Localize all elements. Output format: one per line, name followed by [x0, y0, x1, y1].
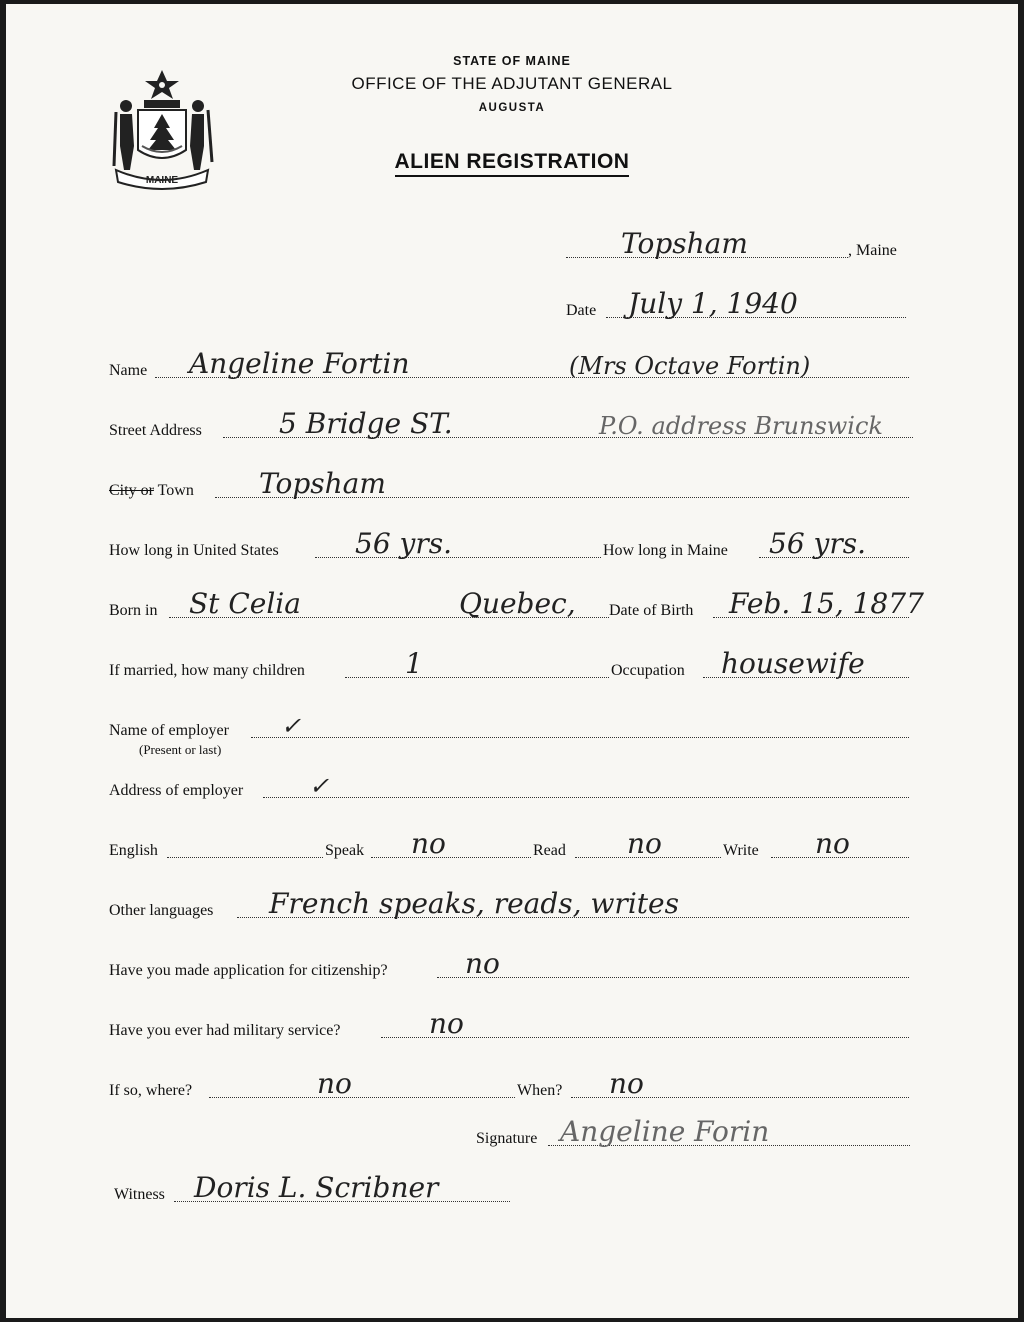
place-field — [566, 227, 926, 264]
children-line — [345, 677, 609, 678]
page-title-text: ALIEN REGISTRATION — [395, 150, 630, 177]
registration-form-page — [6, 4, 1018, 1318]
military-field — [109, 1007, 917, 1044]
us-duration-value: 56 yrs. — [355, 527, 453, 560]
occupation-value: housewife — [721, 647, 865, 680]
place-suffix-label: , Maine — [848, 242, 897, 259]
where-line — [209, 1097, 515, 1098]
other-languages-label: Other languages — [109, 902, 214, 919]
date-value: July 1, 1940 — [628, 287, 798, 320]
employer-address-value: ✓ — [309, 772, 330, 800]
maine-state-seal-icon — [106, 66, 218, 197]
street-address-label: Street Address — [109, 422, 202, 439]
birth-field — [109, 587, 924, 624]
town-field — [109, 467, 917, 504]
other-languages-value: French speaks, reads, writes — [269, 887, 679, 920]
town-value: Topsham — [259, 467, 386, 500]
citizenship-label: Have you made application for citizenship? — [109, 962, 388, 979]
write-value: no — [815, 827, 850, 860]
employer-name-sublabel: (Present or last) — [139, 742, 222, 757]
signature-value: Angeline Forin — [560, 1115, 770, 1148]
when-label: When? — [517, 1082, 563, 1099]
signature-label: Signature — [476, 1130, 538, 1147]
speak-label: Speak — [325, 842, 365, 859]
write-label: Write — [723, 842, 759, 859]
city-label-struck: City or — [109, 482, 154, 499]
witness-field — [114, 1171, 514, 1208]
military-value: no — [429, 1007, 464, 1040]
speak-line — [371, 857, 531, 858]
date-label: Date — [566, 302, 597, 319]
town-label: Town — [157, 482, 194, 499]
occupation-label: Occupation — [611, 662, 685, 679]
date-field — [566, 287, 916, 324]
born-in-value-region: Quebec, — [459, 587, 576, 620]
residence-duration-field — [109, 527, 917, 564]
where-when-field — [109, 1067, 917, 1104]
date-of-birth-value: Feb. 15, 1877 — [729, 587, 924, 620]
read-value: no — [627, 827, 662, 860]
born-in-value: St Celia — [189, 587, 301, 620]
street-address-note: P.O. address Brunswick — [599, 412, 883, 440]
english-field — [109, 827, 917, 864]
name-note: (Mrs Octave Fortin) — [569, 352, 811, 380]
employer-address-label: Address of employer — [109, 782, 244, 799]
english-line — [167, 857, 323, 858]
signature-field — [476, 1115, 918, 1152]
read-label: Read — [533, 842, 566, 859]
citizenship-field — [109, 947, 917, 984]
employer-address-field — [109, 770, 917, 804]
seal-text: MAINE — [145, 175, 179, 186]
military-label: Have you ever had military service? — [109, 1022, 341, 1039]
header-office: OFFICE OF THE ADJUTANT GENERAL — [351, 74, 673, 93]
maine-duration-label: How long in Maine — [603, 542, 728, 559]
employer-address-line — [263, 797, 909, 798]
name-label: Name — [109, 362, 148, 379]
born-in-label: Born in — [109, 602, 158, 619]
header-city: AUGUSTA — [478, 102, 546, 114]
witness-value: Doris L. Scribner — [194, 1171, 439, 1204]
when-value: no — [609, 1067, 644, 1100]
witness-label: Witness — [114, 1186, 165, 1203]
citizenship-value: no — [465, 947, 500, 980]
us-duration-label: How long in United States — [109, 542, 279, 559]
children-occupation-field — [109, 647, 917, 684]
other-languages-field — [109, 887, 917, 924]
employer-name-label: Name of employer — [109, 722, 229, 739]
where-value: no — [317, 1067, 352, 1100]
speak-value: no — [411, 827, 446, 860]
children-label: If married, how many children — [109, 662, 305, 679]
maine-duration-value: 56 yrs. — [769, 527, 867, 560]
citizenship-line — [437, 977, 909, 978]
employer-name-value: ✓ — [281, 712, 302, 740]
name-field — [109, 347, 917, 384]
english-label: English — [109, 842, 158, 859]
employer-name-line — [251, 737, 909, 738]
street-address-value: 5 Bridge ST. — [279, 407, 453, 440]
header-state: STATE OF MAINE — [453, 54, 571, 68]
children-value: 1 — [405, 647, 423, 680]
place-value: Topsham — [621, 227, 748, 260]
town-label-group — [109, 482, 194, 500]
where-label: If so, where? — [109, 1082, 193, 1099]
date-of-birth-label: Date of Birth — [609, 602, 694, 619]
street-address-field — [109, 407, 959, 444]
name-value: Angeline Fortin — [189, 347, 410, 380]
employer-name-field — [109, 710, 917, 757]
